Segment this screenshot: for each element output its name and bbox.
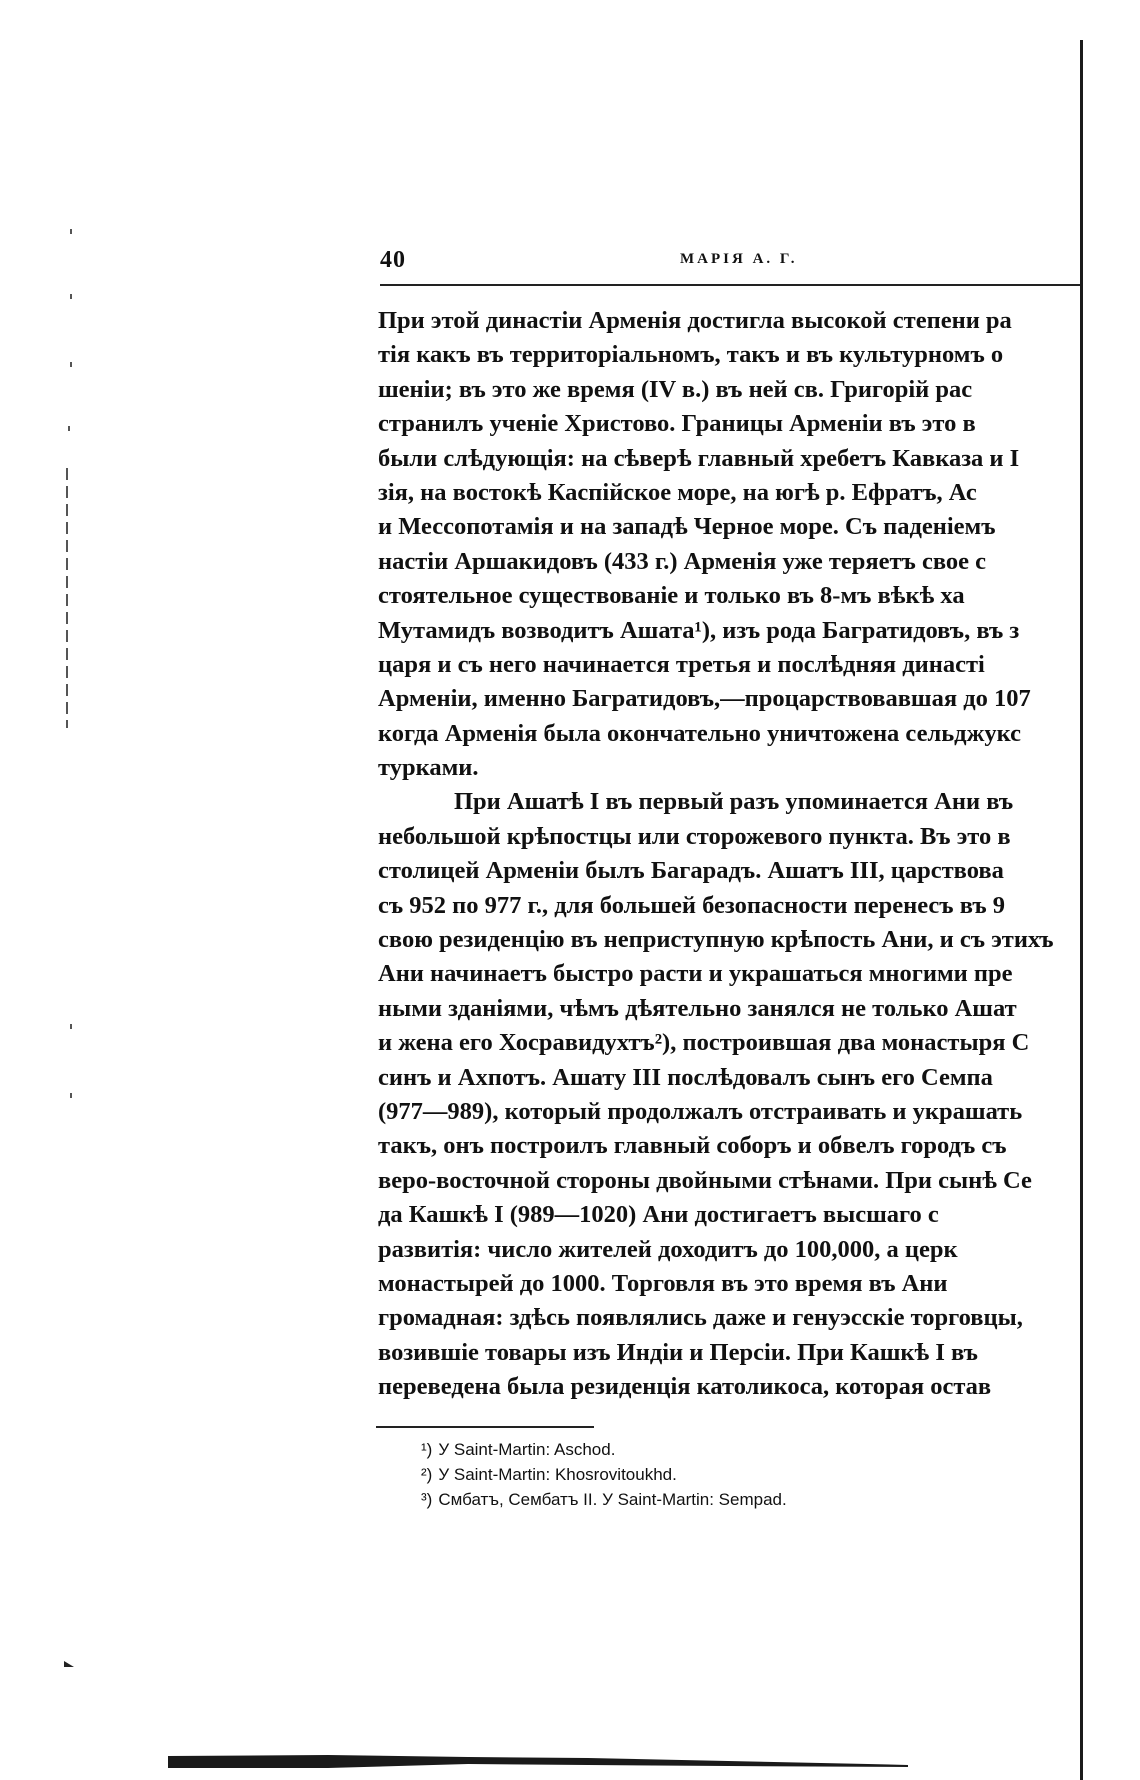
margin-dot bbox=[70, 294, 72, 299]
text-line: настіи Аршакидовъ (433 г.) Арменія уже теряетъ свое с bbox=[378, 547, 987, 575]
margin-dot bbox=[70, 1093, 72, 1098]
text-line: развитія: число жителей доходитъ до 100,000, а церк bbox=[378, 1235, 958, 1263]
text-line: тія какъ въ территоріальномъ, такъ и въ культурномъ о bbox=[378, 341, 1004, 369]
text-line: съ 952 по 977 г., для большей безопасности перенесъ въ 9 bbox=[378, 891, 1005, 919]
page-gutter-edge bbox=[1080, 40, 1083, 1780]
footnote-text: У Saint-Martin: Aschod. bbox=[438, 1440, 616, 1459]
text-line: и жена его Хосравидухтъ²), построившая два монастыря С bbox=[378, 1029, 1030, 1057]
footnote-mark: ³) bbox=[421, 1490, 433, 1509]
footnote bbox=[421, 1462, 787, 1487]
text-line: зія, на востокѣ Каспійское море, на югѣ р. Ефратъ, Ас bbox=[378, 478, 977, 506]
text-line: шеніи; въ это же время (IV в.) въ ней св. Григорій рас bbox=[378, 375, 973, 403]
running-title: МАРІЯ А. Г. bbox=[680, 251, 798, 267]
text-line: турками. bbox=[378, 754, 479, 782]
text-line: стоятельное существованіе и только въ 8-мъ вѣкѣ ха bbox=[378, 582, 965, 610]
text-line: когда Арменія была окончательно уничтожена сельджукс bbox=[378, 719, 1021, 747]
margin-dot bbox=[68, 426, 70, 431]
text-line: были слѣдующія: на сѣверѣ главный хребетъ Кавказа и I bbox=[378, 444, 1020, 472]
footnote-mark: ²) bbox=[421, 1465, 433, 1484]
text-line: (977—989), который продолжалъ отстраивать и украшать bbox=[378, 1097, 1023, 1125]
text-line: ными зданіями, чѣмъ дѣятельно занялся не только Ашат bbox=[378, 994, 1017, 1022]
footnote-rule bbox=[376, 1426, 594, 1428]
text-line: Арменіи, именно Багратидовъ,—процарствовавшая до 107 bbox=[378, 685, 1031, 713]
page-number: 40 bbox=[380, 247, 406, 273]
text-line: царя и съ него начинается третья и послѣдняя династі bbox=[378, 650, 985, 678]
margin-dot bbox=[70, 362, 72, 367]
text-line: столицей Арменіи былъ Багарадъ. Ашатъ III, царствова bbox=[378, 857, 1004, 885]
scan-bottom-smudge bbox=[168, 1752, 908, 1770]
footnotes bbox=[421, 1437, 787, 1512]
text-line: такъ, онъ построилъ главный соборъ и обвелъ городъ съ bbox=[378, 1132, 1007, 1160]
margin-dot bbox=[70, 1024, 72, 1029]
page-header bbox=[380, 247, 1080, 287]
text-line: да Кашкѣ I (989—1020) Ани достигаетъ высшаго с bbox=[378, 1201, 939, 1229]
margin-binding-line bbox=[66, 468, 68, 728]
footnote bbox=[421, 1437, 787, 1462]
footnote-text: У Saint-Martin: Khosrovitoukhd. bbox=[438, 1465, 677, 1484]
text-line: веро-восточной стороны двойными стѣнами. При сынѣ Се bbox=[378, 1166, 1032, 1194]
text-line: монастырей до 1000. Торговля въ это время въ Ани bbox=[378, 1269, 948, 1297]
footnote bbox=[421, 1487, 787, 1512]
text-line: странилъ ученіе Христово. Границы Арменіи въ это в bbox=[378, 410, 976, 438]
margin-dot bbox=[70, 229, 72, 234]
text-line: Ани начинаетъ быстро расти и украшаться многими пре bbox=[378, 960, 1013, 988]
text-line: свою резиденцію въ неприступную крѣпость Ани, и съ этихъ bbox=[378, 926, 1054, 954]
text-line: При Ашатѣ I въ первый разъ упоминается Ани въ bbox=[454, 788, 1014, 816]
footnote-mark: ¹) bbox=[421, 1440, 433, 1459]
text-line: и Мессопотамія и на западѣ Черное море. Съ паденіемъ bbox=[378, 513, 996, 541]
text-line: При этой династіи Арменія достигла высокой степени ра bbox=[378, 307, 1012, 334]
scan-corner-mark bbox=[64, 1661, 74, 1667]
header-rule bbox=[380, 284, 1080, 286]
footnote-text: Смбатъ, Сембатъ II. У Saint-Martin: Sempad. bbox=[438, 1490, 787, 1509]
text-line: громадная: здѣсь появлялись даже и генуэсскіе торговцы, bbox=[378, 1304, 1023, 1332]
text-line: переведена была резиденція католикоса, которая остав bbox=[378, 1373, 992, 1401]
text-line: синъ и Ахпотъ. Ашату III послѣдовалъ сынъ его Семпа bbox=[378, 1063, 993, 1091]
text-line: небольшой крѣпостцы или сторожевого пункта. Въ это в bbox=[378, 822, 1011, 850]
body-text bbox=[378, 304, 1080, 1416]
text-line: возившіе товары изъ Индіи и Персіи. При Кашкѣ I въ bbox=[378, 1338, 978, 1366]
text-line: Мутамидъ возводитъ Ашата¹), изъ рода Багратидовъ, въ з bbox=[378, 616, 1020, 644]
